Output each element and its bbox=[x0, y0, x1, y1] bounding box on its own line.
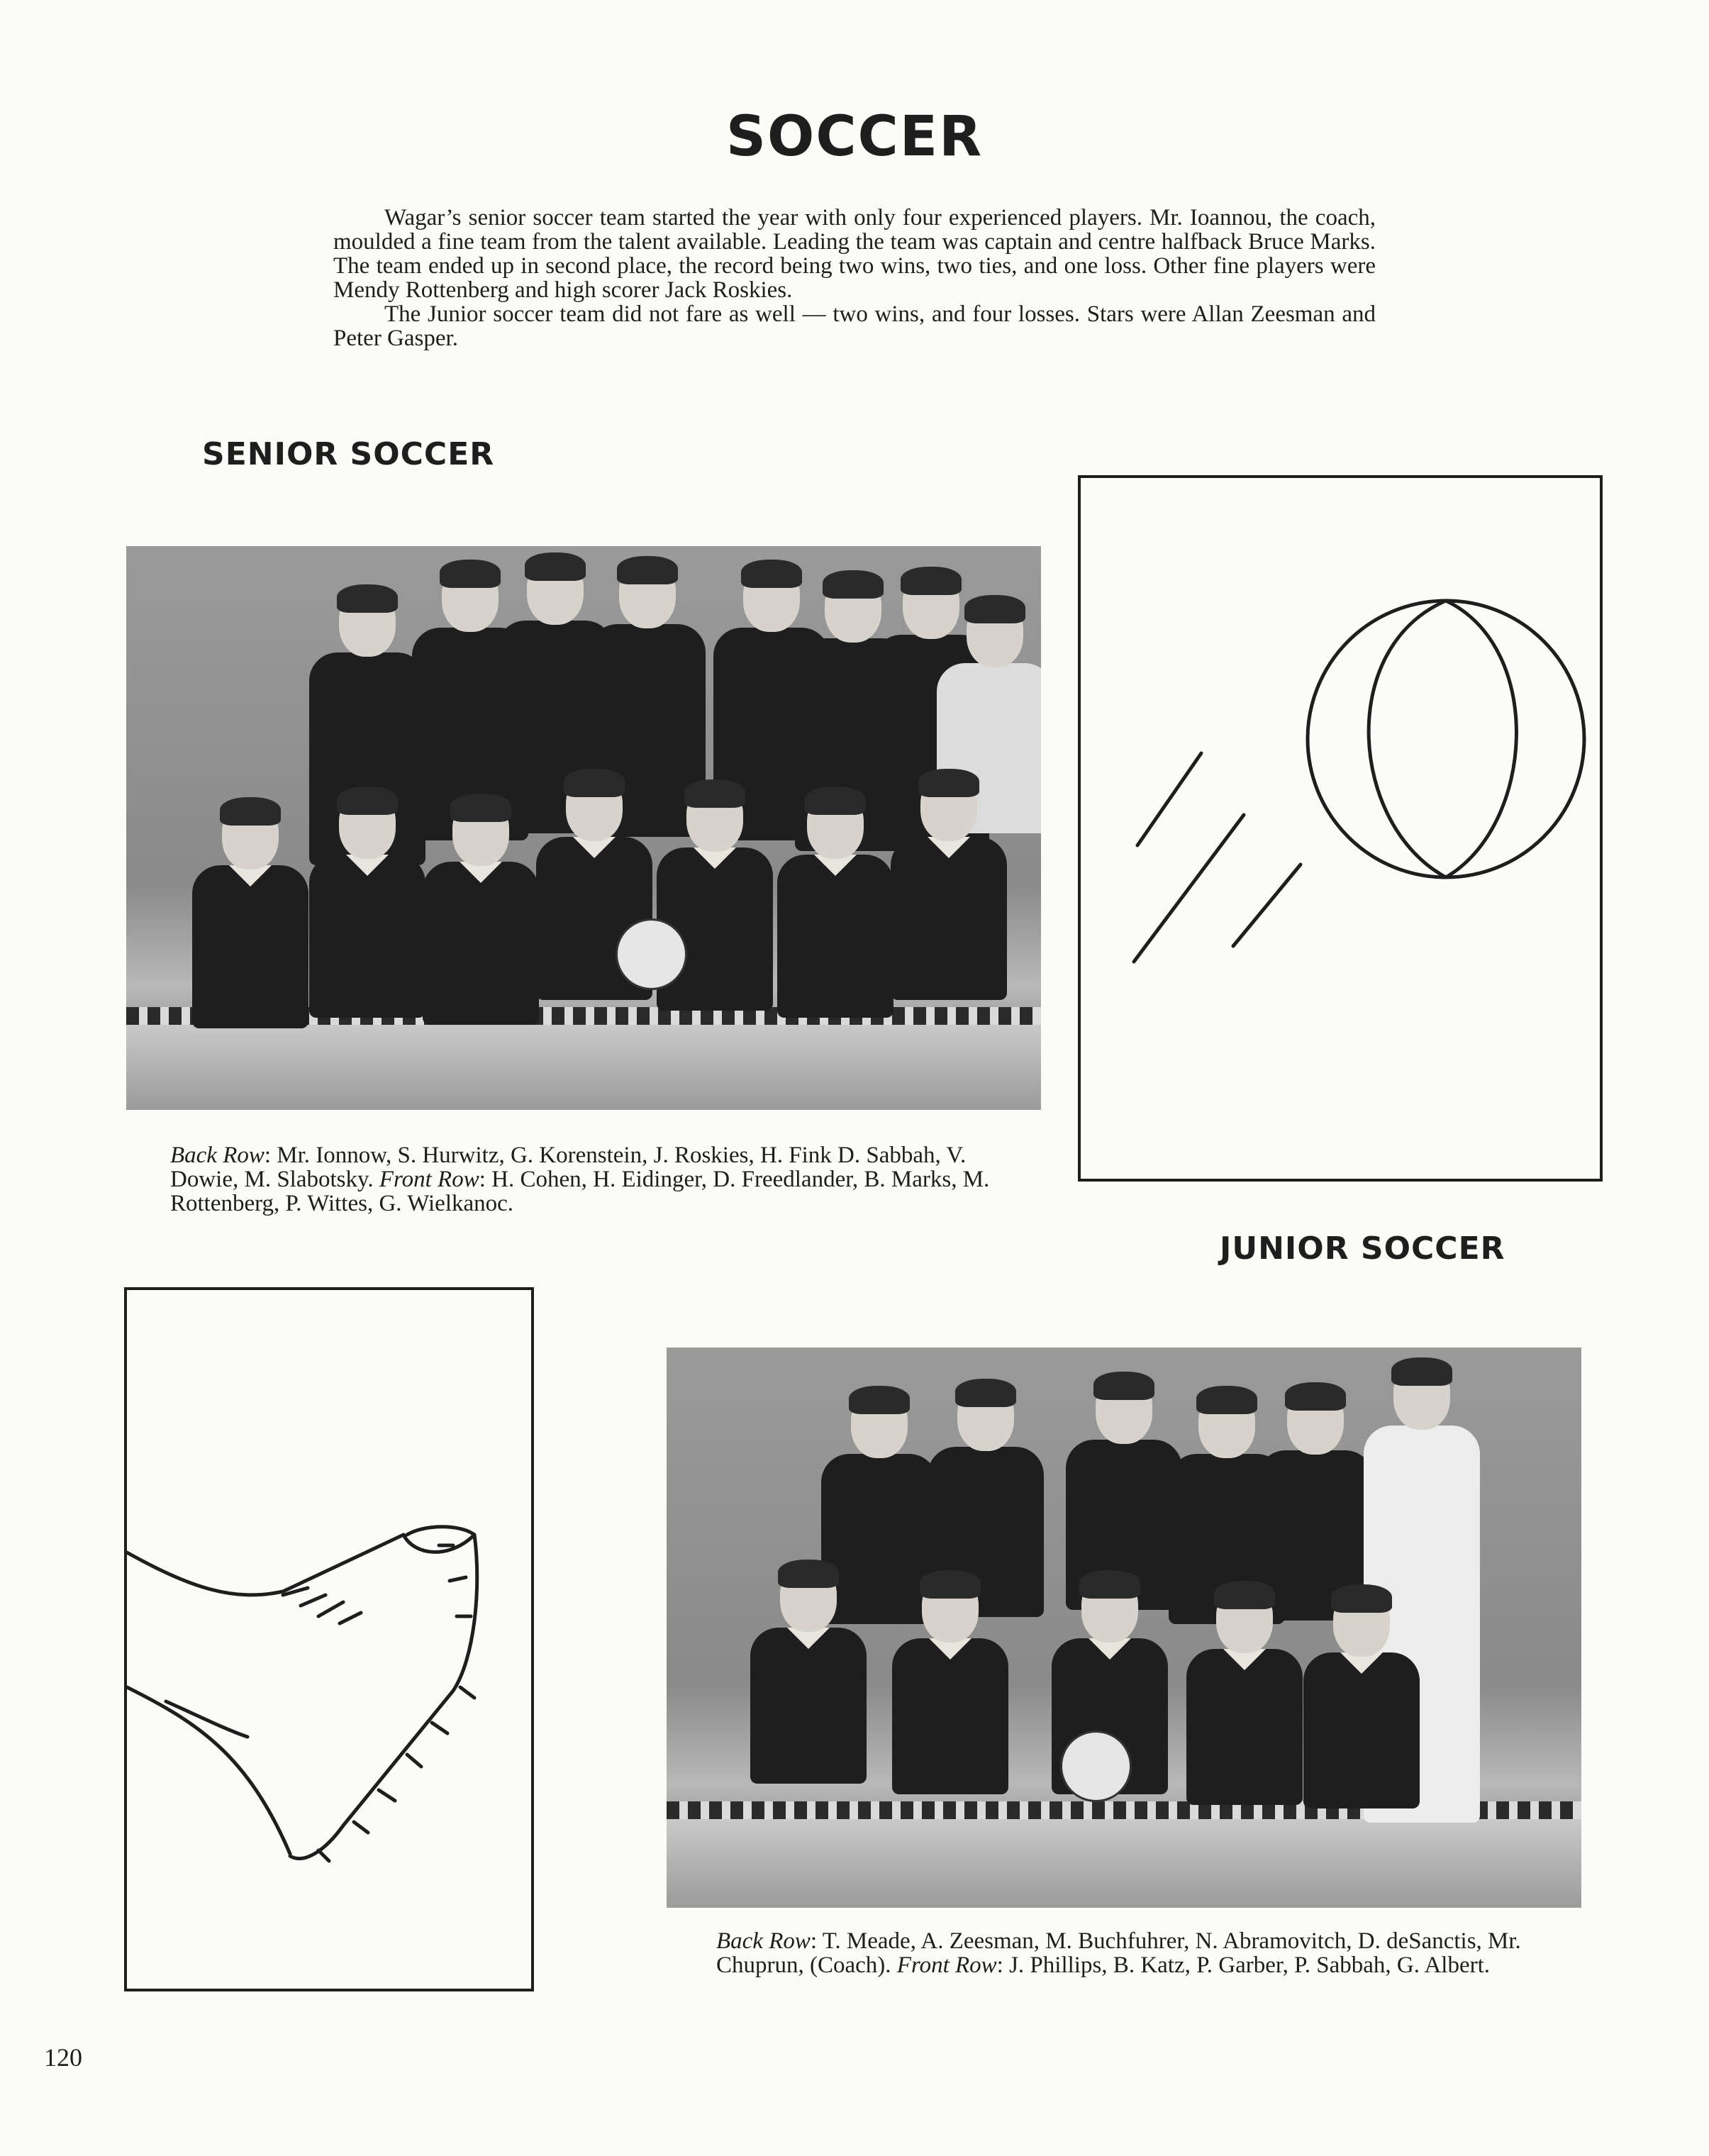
player-figure bbox=[878, 773, 1020, 1057]
player-figure bbox=[1291, 1589, 1432, 1872]
back-row-names: : T. Meade, A. Zeesman, M. Buchfuhrer, N. Abramovitch, D. deSanctis, Mr. Chuprun, (Coach). bbox=[716, 1928, 1521, 1978]
page-title: SOCCER bbox=[725, 105, 984, 169]
intro-paragraph: Wagar’s senior soccer team started the year with only four experienced players. Mr. Ioannou, the coach, moulded a fine team from the talent available. Leading the team was captain and centre halfback Bruce Marks. The team ended up in second place, the record being two wins, two ties, and one loss. Other fine players were Mendy Rottenberg and high scorer Jack Roskies. bbox=[333, 205, 1376, 303]
senior-soccer-heading: SENIOR SOCCER bbox=[202, 436, 495, 472]
intro-text bbox=[333, 206, 1376, 350]
junior-caption bbox=[716, 1929, 1574, 1977]
senior-caption bbox=[170, 1143, 1021, 1216]
junior-team-photo bbox=[667, 1348, 1581, 1908]
soccer-ball bbox=[1060, 1730, 1132, 1802]
senior-team-photo bbox=[126, 546, 1041, 1110]
player-figure bbox=[879, 1574, 1021, 1858]
soccer-ball-drawing-icon bbox=[1081, 478, 1600, 1179]
soccer-ball bbox=[616, 918, 687, 990]
player-figure bbox=[1039, 1574, 1181, 1858]
back-row-names: : Mr. Ionnow, S. Hurwitz, G. Korenstein, J. Roskies, H. Fink D. Sabbah, V. Dowie, M. Slabotsky. bbox=[170, 1143, 967, 1192]
soccer-boot-drawing bbox=[124, 1287, 534, 1991]
soccer-ball-drawing bbox=[1078, 475, 1603, 1182]
intro-paragraph: The Junior soccer team did not fare as well — two wins, and four losses. Stars were Allan Zeesman and Peter Gasper. bbox=[333, 301, 1376, 351]
junior-soccer-heading: JUNIOR SOCCER bbox=[1220, 1230, 1505, 1267]
front-row-names: : J. Phillips, B. Katz, P. Garber, P. Sabbah, G. Albert. bbox=[996, 1952, 1490, 1978]
soccer-boot-icon bbox=[127, 1290, 531, 1989]
back-row-label: Back Row bbox=[170, 1143, 265, 1168]
front-row-label: Front Row bbox=[379, 1167, 479, 1192]
front-row-names: : H. Cohen, H. Eidinger, D. Freedlander, B. Marks, M. Rottenberg, P. Wittes, G. Wielkanoc. bbox=[170, 1167, 990, 1216]
player-figure bbox=[737, 1564, 879, 1847]
front-row-label: Front Row bbox=[896, 1952, 997, 1978]
page-number: 120 bbox=[44, 2043, 82, 2072]
back-row-label: Back Row bbox=[716, 1928, 811, 1954]
